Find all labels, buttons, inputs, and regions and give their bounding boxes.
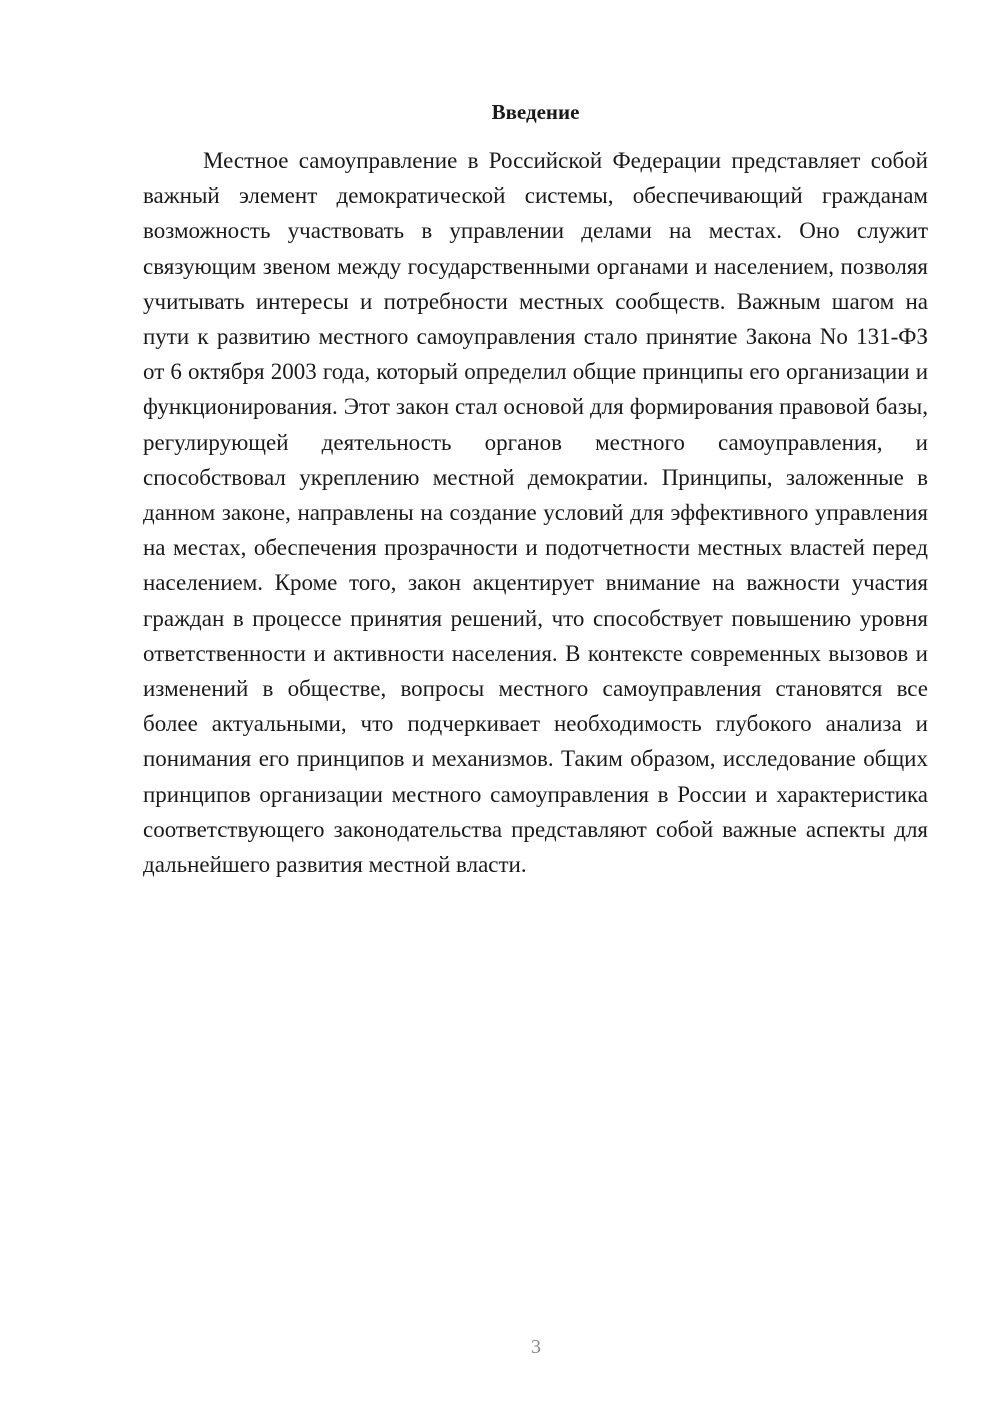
body-paragraph: Местное самоуправление в Российской Федерации представляет собой важный элемент демократической системы, обеспечивающий гражданам возможность участвовать в управлении делами на местах. Оно служит связующим звеном между государственными органами и населением, позволяя учитывать интересы и потребности местных сообществ. Важным шагом на пути к развитию местного самоуправления стало принятие Закона No 131-ФЗ от 6 октября 2003 года, который определил общие принципы его организации и функционирования. Этот закон стал основой для формирования правовой базы, регулирующей деятельность органов местного самоуправления, и способствовал укреплению местной демократии. Принципы, заложенные в данном законе, направлены на создание условий для эффективного управления на местах, обеспечения прозрачности и подотчетности местных властей перед населением. Кроме того, закон акцентирует внимание на важности участия граждан в процессе принятия решений, что способствует повышению уровня ответственности и активности населения. В контексте современных вызовов и изменений в обществе, вопросы местного самоуправления становятся все более актуальными, что подчеркивает необходимость глубокого анализа и понимания его принципов и механизмов. Таким образом, исследование общих принципов организации местного самоуправления в России и характеристика соответствующего законодательства представляют собой важные аспекты для дальнейшего развития местной власти.: [143, 148, 928, 878]
page-number: 3: [531, 1336, 541, 1358]
section-heading: Введение: [491, 100, 580, 124]
